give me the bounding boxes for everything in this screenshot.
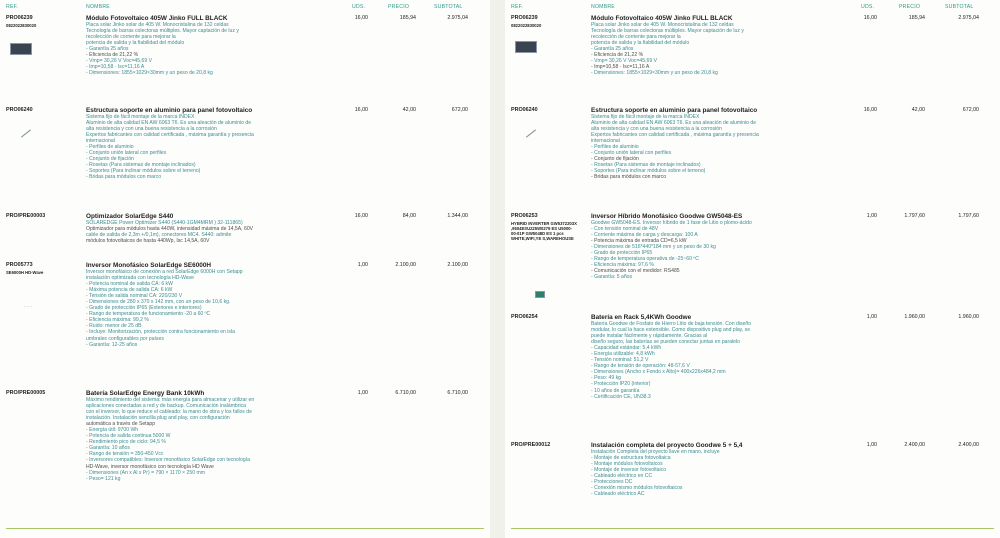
item-ref: PRO06240 <box>6 107 33 113</box>
header-uds: UDS. <box>861 4 875 10</box>
item-description: Placa solar Jinko solar de 405 W. Monocristalina de 132 celdas Tecnología de barras colectoras múltiples. Mayor captación de luz y recolección de corriente para mejorar la potencia de salida y la fiabilidad del módulo - Garantía 25 años - Eficiencia de 21,22 % - Vmp= 30,26 V Voc=45,69 V - Imp=10,58 · Isc=11,16 A - Dimensiones: 1855×1029×30mm y un peso de 20,8 kg <box>86 22 239 77</box>
header-price: PRECIO <box>899 4 921 10</box>
item-description: Instalación Completa del proyecto llave en mano, incluye - Montaje de estructura fotovoltaica - Montaje módulos fotovoltaicos - Montaje de inversor fotovoltaico - Cableado eléctrico en CC - Protecciones DC - Conexión mismo módulos fotovoltaicos - Cableado eléctrico AC <box>591 449 720 498</box>
header-uds: UDS. <box>352 4 366 10</box>
item-subtotal: 6.710,00 <box>447 390 468 396</box>
item-subtotal: 2.975,04 <box>958 15 979 21</box>
item-name: Batería SolarEdge Energy Bank 10kWh <box>86 390 205 397</box>
item-description: Batería Goodwe de Fosfato de Hierro Litio de baja tensión. Con diseño modular, lo cual la hace extensible. Como dispositivo plug and play, se puede instalar fácilmente y rápidamente. Gracias al diseño seguro, las baterías se pueden conectar juntas en paralelo - Capacidad estándar: 5,4 kWh - Energía utilizable: 4,8 kWh - Tensión nominal: 51,2 V - Rango de tensión de operación: 48-57,6 V - Dimensiones (Ancho x Fondo x Alto)= 400x226x484,2 mm - Peso: 49 kg - Protección IP20 (interior) - 10 años de garantía - Certificación CE, UN38.3 <box>591 321 751 400</box>
item-subtotal: 672,00 <box>451 107 468 113</box>
item-uds: 1,00 <box>866 442 877 448</box>
item-name: Inversor Híbrido Monofásico Goodwe GW5048-ES <box>591 213 743 220</box>
item-description: Goodwe GW5048-ES. Inversor híbrido de 1 fase de Litio o plomo-ácido - Con tensión nominal de 48V - Corriente máxima de carga y descarga: 100 A - Potencia máxima de entrada CD=6,5 kW - Dimensiones de 516*440*184 mm y un peso de 30 kg - Grado de protección IP65 - Rango de temperatura operativa de -25~60 ºC - Eficiencia máxima: 97,6 % - Comunicación con el medidor: RS485 - Garantía: 5 años <box>591 220 752 281</box>
item-price: 1.797,60 <box>904 213 925 219</box>
header-name: NOMBRE <box>591 4 615 10</box>
page-gutter <box>490 0 505 538</box>
footer-rule <box>511 528 994 529</box>
item-price: 2.400,00 <box>904 442 925 448</box>
item-uds: 1,00 <box>357 262 368 268</box>
item-subtotal: 672,00 <box>962 107 979 113</box>
item-subtotal: 1.344,00 <box>447 213 468 219</box>
item-subtotal: 2.400,00 <box>958 442 979 448</box>
header-ref: REF. <box>511 4 524 10</box>
item-price: 1.960,00 <box>904 314 925 320</box>
item-name: Estructura soporte en aluminio para panel fotovoltaico <box>591 107 758 114</box>
item-price: 42,00 <box>402 107 416 113</box>
item-ref: PRO06254 <box>511 314 538 320</box>
item-name: Optimizador SolarEdge S440 <box>86 213 174 220</box>
item-uds: 16,00 <box>354 15 368 21</box>
item-description: SOLAREDGE Power Optimizer S440 (S440-1GM4MRM ) 32-111865) Optimizador para módulos hasta 440W, intensidad máxima de 14,5A, 60V cable de salida de 2,3m +/0,1m), conectores MC4. S440: admite módulos fotovoltaicos de hasta 440Wp, Isc 14,5A, 60V <box>86 220 254 245</box>
inverter-image <box>535 291 545 298</box>
header-subtotal: SUBTOTAL <box>945 4 974 10</box>
item-uds: 1,00 <box>866 213 877 219</box>
solar-panel-image <box>10 43 32 55</box>
item-price: 185,94 <box>399 15 416 21</box>
item-description: Máximo rendimiento del sistema: más energía para almacenar y utilizar en aplicaciones conectadas a red y de backup. Comunicación inalámbrica con el inversor, lo que reduce el cableado: la mano de obra y los fallos de instalación. Instalación sencilla plug and play, con configuración automática a través de Setapp - Energía útil: 9700 Wh - Potencia de salida continua 5000 W - Rendimiento pico de ciclo: 94,5 % - Garantía: 10 años - Rango de tensión = 350-450 Vcc - Inversores compatibles: Inversor monofásico SolarEdge con tecnología HD-Wave, inversor monofásico con tecnología HD Wave - Dimensiones (An x Al x Pr) = 790 × 1170 × 250 mm - Peso= 121 kg <box>86 397 255 482</box>
item-uds: 16,00 <box>354 107 368 113</box>
item-ref: PRO/PRE00005 <box>6 390 46 396</box>
item-ean: HYBRID INVERTER GW5372203X ,9504ESU225W0279 ES U5000-00-01P GW5048D ES 1 pcs WHITE,WIFI,YE S,WAREHOUSE <box>511 220 577 241</box>
item-subtotal: 1.797,60 <box>958 213 979 219</box>
item-subtotal: 2.100,00 <box>447 262 468 268</box>
item-name: Instalación completa del proyecto Goodwe 5 + 5,4 <box>591 442 743 449</box>
item-uds: 16,00 <box>863 15 877 21</box>
item-price: 42,00 <box>911 107 925 113</box>
item-price: 2.100,00 <box>395 262 416 268</box>
item-price: 6.710,00 <box>395 390 416 396</box>
item-name: Módulo Fotovoltaico 405W Jinko FULL BLACK <box>86 15 228 22</box>
item-ref: PRO06240 <box>511 107 538 113</box>
item-subtotal: 1.960,00 <box>958 314 979 320</box>
item-price: 84,00 <box>402 213 416 219</box>
item-ean: 0822022830020 <box>511 22 542 28</box>
item-name: Batería en Rack 5,4KWh Goodwe <box>591 314 692 321</box>
item-ean: 0822022830020 <box>6 22 37 28</box>
item-ref: PRO06239 0822022830020 <box>511 15 573 28</box>
quote-page-right <box>505 0 1000 538</box>
header-name: NOMBRE <box>86 4 110 10</box>
item-uds: 16,00 <box>863 107 877 113</box>
header-price: PRECIO <box>388 4 410 10</box>
header-subtotal: SUBTOTAL <box>434 4 463 10</box>
item-uds: 1,00 <box>357 390 368 396</box>
item-uds: 1,00 <box>866 314 877 320</box>
inverter-image: ··· <box>24 304 33 310</box>
mounting-clamp-image <box>21 129 31 137</box>
item-description: Sistema fijo de fácil montaje de la marca INDEX Aluminio de alta calidad EN AW 6063 T6. Es una aleación de aluminio de alta resistencia y con una buena resistencia a la corrosión Expertos fabricantes con calidad certificada , máxima garantía y presencia internacional - Perfiles de aluminio - Conjunto unión lateral con perfiles - Conjunto de fijación - Rosetas (Para sistemas de montaje inclinados) - Soportes (Para inclinar módulos sobre el terreno) - Bridas para módulos con marco <box>591 114 759 181</box>
table-header <box>0 4 490 14</box>
solar-panel-image <box>515 41 537 53</box>
item-description: Sistema fijo de fácil montaje de la marca INDEX Aluminio de alta calidad EN AW 6063 T6. Es una aleación de aluminio de alta resistencia y con una buena resistencia a la corrosión Expertos fabricantes con calidad certificada , máxima garantía y presencia internacional - Perfiles de aluminio - Conjunto unión lateral con perfiles - Conjunto de fijación - Rosetas (Para sistemas de montaje inclinados) - Soportes (Para inclinar módulos sobre el terreno) - Bridas para módulos con marco <box>86 114 254 181</box>
item-ean: SE6000H HD-Wave <box>6 269 44 275</box>
table-header <box>505 4 1000 14</box>
item-ref: PRO06253 HYBRID INVERTER GW5372203X ,9504ESU225W0279 ES U5000-00-01P GW5048D ES 1 pcs WHITE,WIFI,YE S,WAREHOUSE <box>511 213 577 241</box>
mounting-clamp-image <box>526 129 536 137</box>
item-uds: 16,00 <box>354 213 368 219</box>
footer-rule <box>6 528 484 529</box>
item-name: Estructura soporte en aluminio para panel fotovoltaico <box>86 107 253 114</box>
item-ref: PRO05773 SE6000H HD-Wave <box>6 262 68 275</box>
item-ref: PRO/PRE00012 <box>511 442 551 448</box>
header-ref: REF. <box>6 4 19 10</box>
item-subtotal: 2.975,04 <box>447 15 468 21</box>
item-ref: PRO06239 0822022830020 <box>6 15 68 28</box>
item-name: Inversor Monofásico SolarEdge SE6000H <box>86 262 212 269</box>
item-ref: PRO/PRE00003 <box>6 213 46 219</box>
item-description: Inversor monofásico de conexión a red SolarEdge 6000H con Setapp instalación optimizada con tecnología HD-Wave - Potencia nominal de salida CA: 6 kW - Máxima potencia de salida CA: 6 kW - Tensión de salida nominal CA: 220/230 V - Dimensiones de 280 x 370 x 142 mm, con un peso de 10,6 kg. - Grado de protección IP65 (Exteriores e interiores) - Rango de temperatura de funcionamiento -20 a 60 ºC - Eficiencia máxima: 99,2 % - Ruido: menor de 25 dB - Incluye: Monitorización, protección contra funcionamiento en isla umbrales configurables por países - Garantía: 12-25 años <box>86 269 243 348</box>
quote-page-left <box>0 0 490 538</box>
item-name: Módulo Fotovoltaico 405W Jinko FULL BLACK <box>591 15 733 22</box>
item-price: 185,94 <box>908 15 925 21</box>
item-description: Placa solar Jinko solar de 405 W. Monocristalina de 132 celdas Tecnología de barras colectoras múltiples. Mayor captación de luz y recolección de corriente para mejorar la potencia de salida y la fiabilidad del módulo - Garantía 25 años - Eficiencia de 21,22 % - Vmp= 30,26 V Voc=45,69 V - Imp=10,58 · Isc=11,16 A - Dimensiones: 1855×1029×30mm y un peso de 20,8 kg <box>591 22 744 77</box>
